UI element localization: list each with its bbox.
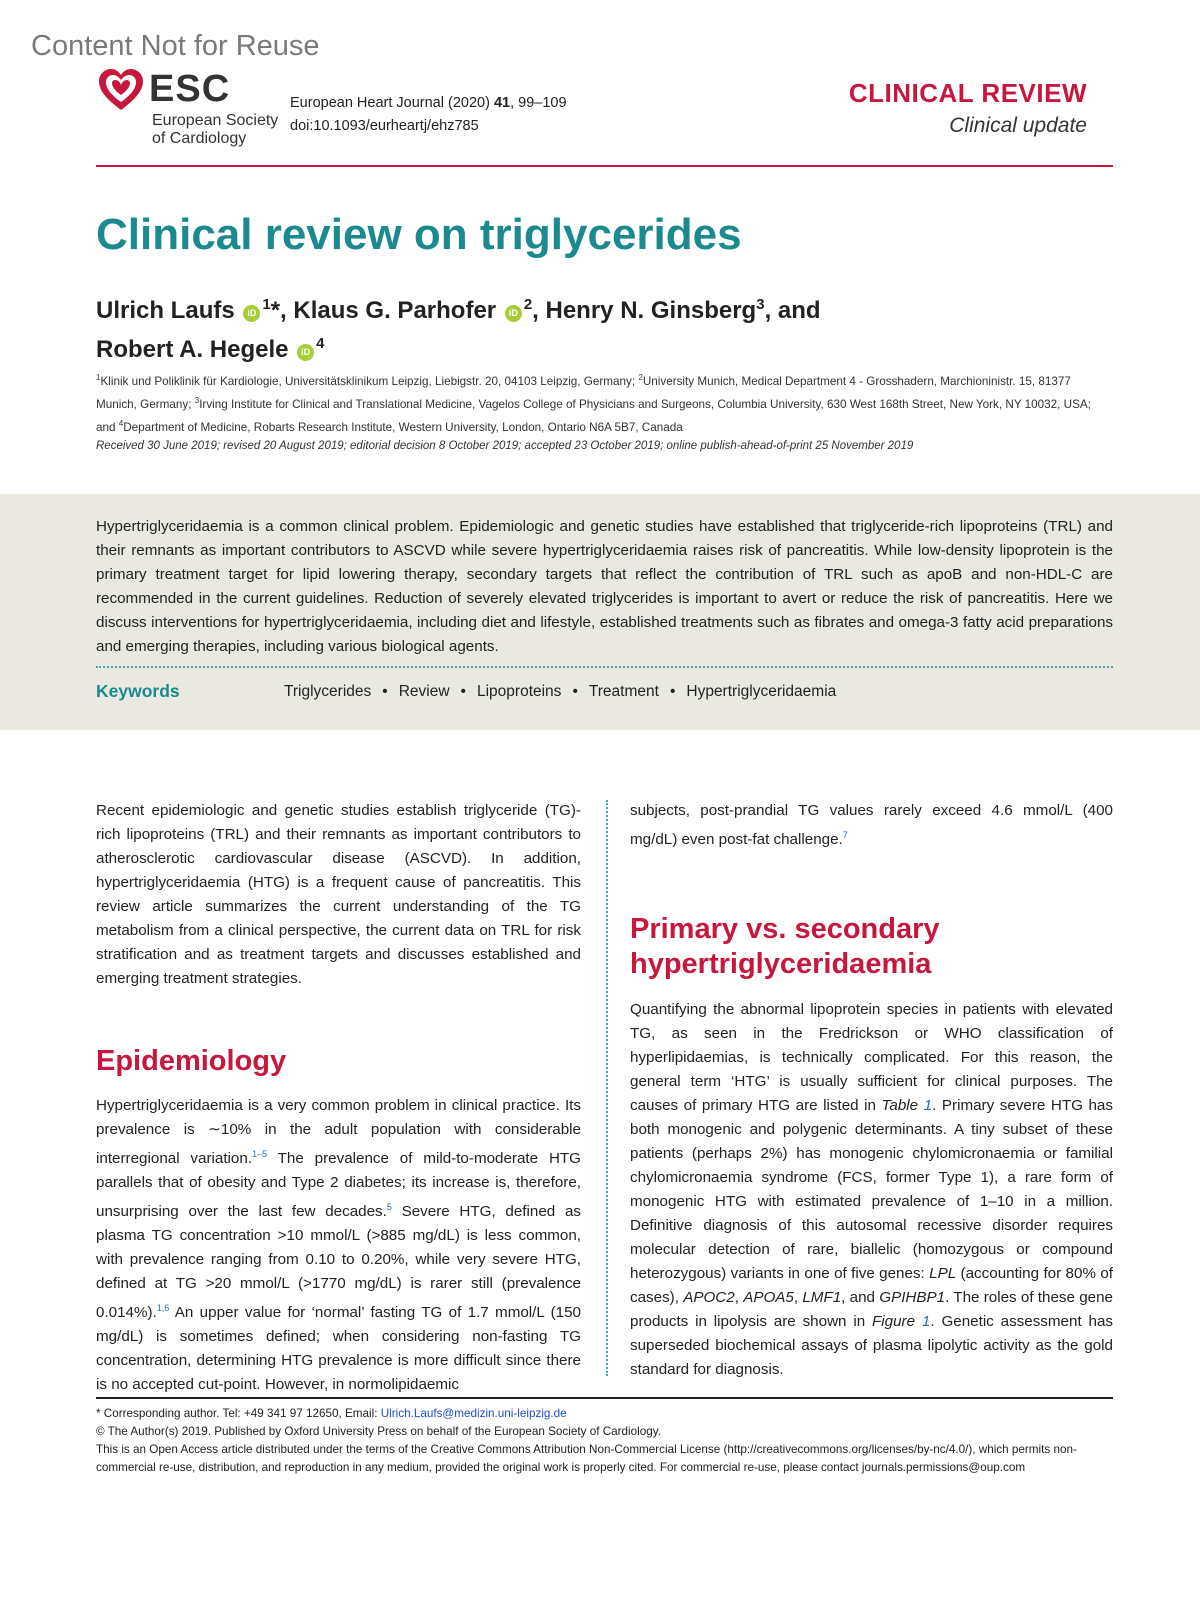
orcid-icon[interactable]: iD	[297, 344, 314, 361]
heading-epidemiology: Epidemiology	[96, 1045, 287, 1077]
continued-paragraph: subjects, post-prandial TG values rarely exceed 4.6 mmol/L (400 mg/dL) even post-fat challenge.$^7$	[630, 802, 1113, 849]
abstract-text: Hypertriglyceridaemia is a common clinical problem. Epidemiologic and genetic studies have established that triglyceride-rich lipoproteins (TRL) and their remnants as important contributors to ASCVD while severe hypertriglyceridaemia raises risk of pancreatitis. While low-density lipoprotein is the primary treatment target for lipid lowering therapy, secondary targets that reflect the contribution of TRL such as apoB and non-HDL-C are recommended in the current guidelines. Reduction of severely elevated triglycerides is important to avert or reduce the risk of pancreatitis. Here we discuss interventions for hypertriglyceridaemia, including diet and lifestyle, established treatments such as fibrates and omega-3 fatty acid preparations and emerging therapies, including various biological agents.	[96, 518, 1113, 655]
article-subcategory: Clinical update	[949, 114, 1087, 137]
keyword-separator: •	[572, 683, 578, 700]
license-note: This is an Open Access article distributed under the terms of the Creative Commons Attribution Non-Commercial License (http://creativecommons.org/licenses/by-nc/4.0/), which permits non-commercial re-use, distribution, and reproduction in any medium, provided the original work is properly cited. For commercial re-use, please contact journals.permissions@oup.com	[96, 1443, 1077, 1474]
logo-society-name: European Society of Cardiology	[152, 112, 279, 147]
keyword: Review	[398, 683, 450, 700]
journal-citation: European Heart Journal (2020) 41, 99–109 doi:10.1093/eurheartj/ehz785	[290, 92, 567, 138]
author-name: Ulrich Laufs	[96, 297, 235, 324]
affiliations: $^1$Klinik und Poliklinik für Kardiologie, Universitätsklinikum Leipzig, Liebigstr. 20, 04103 Leipzig, Germany; $^2$University Munich, Medical Department 4 - Grosshadern, Marchioninistr. 15, 81377 Munich, Germany; $^3$Irving Institute for Clinical and Translational Medicine, Vagelos College of Physicians and Surgeons, Columbia University, 630 West 168th Street, New York, NY 10032, USA; and $^4$Department of Medicine, Robarts Research Institute, Western University, London, Ontario N6A 5B7, Canada	[96, 373, 1091, 434]
doi: doi:10.1093/eurheartj/ehz785	[290, 118, 479, 134]
corresponding-author: * Corresponding author. Tel: +49 341 97 12650, Email: Ulrich.Laufs@medizin.uni-leipzig.de	[96, 1407, 567, 1420]
header-rule	[96, 165, 1113, 167]
copyright-note: © The Author(s) 2019. Published by Oxford University Press on behalf of the European Society of Cardiology.	[96, 1425, 661, 1438]
column-divider	[606, 800, 608, 1376]
keyword: Triglycerides	[284, 683, 372, 700]
keyword-separator: •	[669, 683, 676, 700]
keywords-divider	[96, 666, 1113, 668]
orcid-icon[interactable]: iD	[505, 305, 522, 322]
heading-primary-secondary: Primary vs. secondary hypertriglyceridaemia	[630, 913, 940, 980]
primary-paragraph: Quantifying the abnormal lipoprotein species in patients with elevated TG, as seen in the Fredrickson or WHO classification of hyperlipidaemias, is technically complicated. For this reason, the general term ‘HTG’ is usually sufficient for clinical purposes. The causes of primary HTG are listed in Table 1. Primary severe HTG has both monogenic and polygenic determinants. A tiny subset of these patients (perhaps 2%) has monogenic chylomicronaemia or familial chylomicronaemia syndrome (FCS, former Type 1), a rare form of monogenic HTG with estimated prevalence of 1–10 in a million. Definitive diagnosis of this autosomal recessive disorder requires molecular detection of rare, biallelic (homozygous or compound heterozygous) variants in one of five genes: LPL (accounting for 80% of cases), APOC2, APOA5, LMF1, and GPIHBP1. The roles of these gene products in lipolysis are shown in Figure 1. Genetic assessment has superseded biochemical assays of plasma lipolytic activity as the gold standard for diagnosis.	[630, 1001, 1114, 1378]
journal-volume: 41	[493, 95, 511, 111]
author-name: Klaus G. Parhofer	[293, 297, 497, 324]
keywords-list	[284, 683, 836, 701]
keyword: Lipoproteins	[476, 683, 562, 700]
citation-link[interactable]: 1–5	[252, 1149, 268, 1159]
email-link[interactable]: Ulrich.Laufs@medizin.uni-leipzig.de	[380, 1407, 567, 1420]
citation-link[interactable]: 5	[386, 1202, 392, 1213]
footer-rule	[96, 1397, 1113, 1399]
esc-logo	[97, 66, 287, 152]
epidemiology-paragraph: Hypertriglyceridaemia is a very common problem in clinical practice. Its prevalence is ∼10% in the adult population with considerable interregional variation.$^{1-5}$ The prevalence of mild-to-moderate HTG parallels that of obesity and Type 2 diabetes; its increase is, therefore, unsurprising over the last few decades.$^5$ Severe HTG, defined as plasma TG concentration >10 mmol/L (>885 mg/dL) is less common, with prevalence ranging from 0.10 to 0.20%, while very severe HTG, defined at TG >20 mmol/L (>1770 mg/dL) is rarer still (prevalence 0.014%).$^{1,6}$ An upper value for ‘normal’ fasting TG of 1.7 mmol/L (150 mg/dL) is sometimes defined; when considering non-fasting TG concentration, determining HTG prevalence is more difficult since there is no accepted cut-point. However, in normolipidaemic	[96, 1097, 581, 1394]
keyword: Hypertriglyceridaemia	[686, 683, 837, 700]
citation-link[interactable]: 1,6	[156, 1303, 170, 1314]
article-category: CLINICAL REVIEW	[848, 78, 1087, 108]
logo-abbr: ESC	[149, 68, 231, 110]
author-name: Robert A. Hegele	[96, 336, 289, 363]
citation-link[interactable]: 7	[842, 830, 848, 840]
watermark: Content Not for Reuse	[31, 30, 320, 62]
keyword-separator: •	[382, 683, 388, 700]
figure-reference[interactable]: Figure 1	[872, 1313, 931, 1330]
keyword: Treatment	[588, 683, 659, 700]
author-list: Ulrich Laufs iD $^1$*, Klaus G. Parhofer iD $^2$, Henry N. Ginsberg$^3$, and Robert A. Hegele iD $^4$	[96, 296, 821, 363]
article-title: Clinical review on triglycerides	[96, 210, 742, 259]
keyword-separator: •	[460, 683, 466, 700]
heart-logo-icon	[97, 66, 145, 114]
table-reference[interactable]: Table 1	[881, 1097, 933, 1114]
author-name: Henry N. Ginsberg	[545, 297, 757, 324]
footnotes	[96, 1405, 1113, 1477]
orcid-icon[interactable]: iD	[243, 305, 260, 322]
keywords-label: Keywords	[96, 681, 180, 701]
article-dates: Received 30 June 2019; revised 20 August 2019; editorial decision 8 October 2019; accepted 23 October 2019; online publish-ahead-of-print 25 November 2019	[96, 440, 914, 452]
intro-paragraph: Recent epidemiologic and genetic studies establish triglyceride (TG)-rich lipoproteins (TRL) and their remnants as important contributors to atherosclerotic cardiovascular disease (ASCVD). In addition, hypertriglyceridaemia (HTG) is a frequent cause of pancreatitis. This review article summarizes the current understanding of the TG metabolism from a clinical perspective, the current data on TRL for risk stratification and as treatment targets and discusses established and emerging treatment strategies.	[96, 802, 581, 987]
